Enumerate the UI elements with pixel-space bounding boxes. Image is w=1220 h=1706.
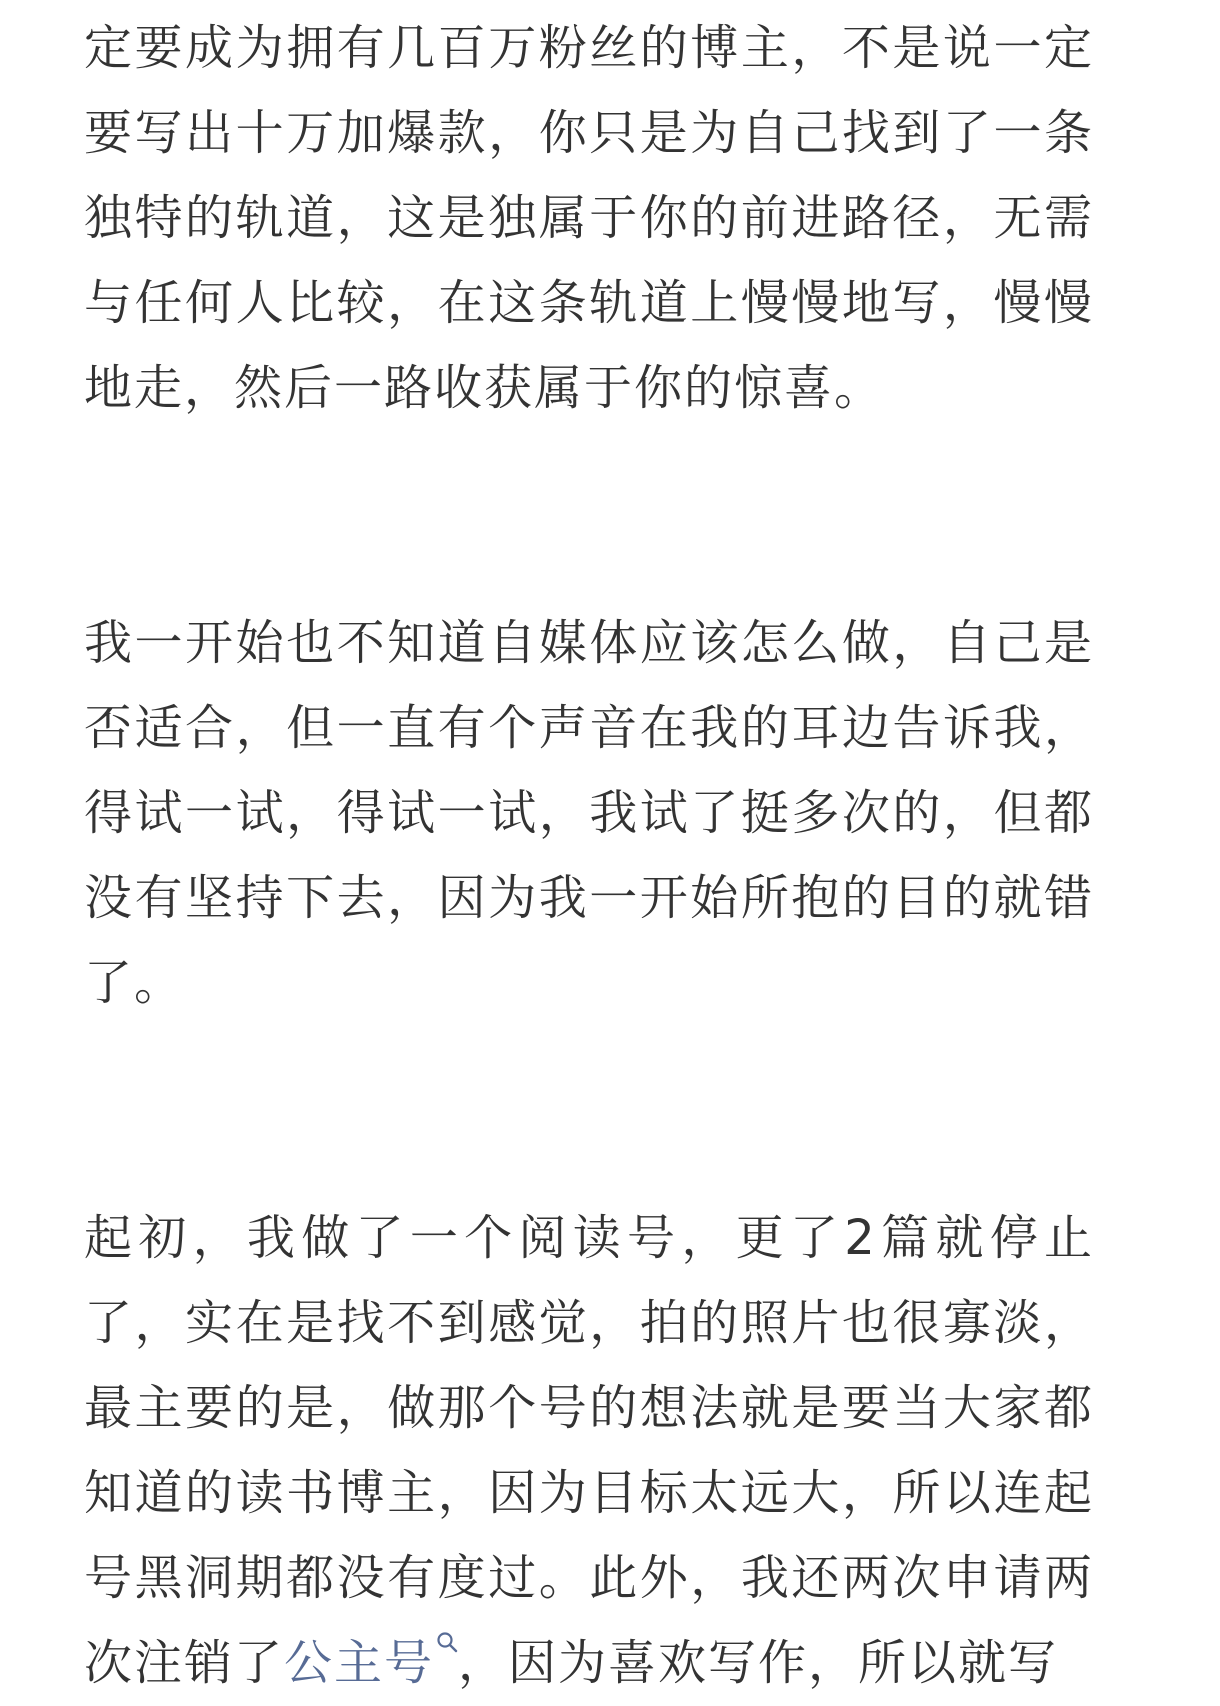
article-body [84, 6, 1094, 1706]
paragraph-text: 起初，我做了一个阅读号，更了2篇就停止了，实在是找不到感觉，拍的照片也很寡淡，最主要的是，做那个号的想法就是要当大家都知道的读书博主，因为目标太远大，所以连起号黑洞期都没有度过。此外，我还两次申请两次注销了 [84, 1210, 1094, 1691]
keyword-search-link-text[interactable]: 公主号 [284, 1635, 435, 1691]
keyword-search-link[interactable] [284, 1635, 458, 1691]
paragraph: 定要成为拥有几百万粉丝的博主，不是说一定要写出十万加爆款，你只是为自己找到了一条独特的轨道，这是独属于你的前进路径，无需与任何人比较，在这条轨道上慢慢地写，慢慢地走，然后一路收获属于你的惊喜。 [84, 20, 1094, 416]
paragraph-text: ，因为喜欢写作，所以就写 [458, 1635, 1059, 1691]
paragraph [84, 1196, 1094, 1706]
search-icon[interactable] [436, 1631, 458, 1653]
paragraph: 我一开始也不知道自媒体应该怎么做，自己是否适合，但一直有个声音在我的耳边告诉我，得试一试，得试一试，我试了挺多次的，但都没有坚持下去，因为我一开始所抱的目的就错了。 [84, 615, 1094, 1011]
